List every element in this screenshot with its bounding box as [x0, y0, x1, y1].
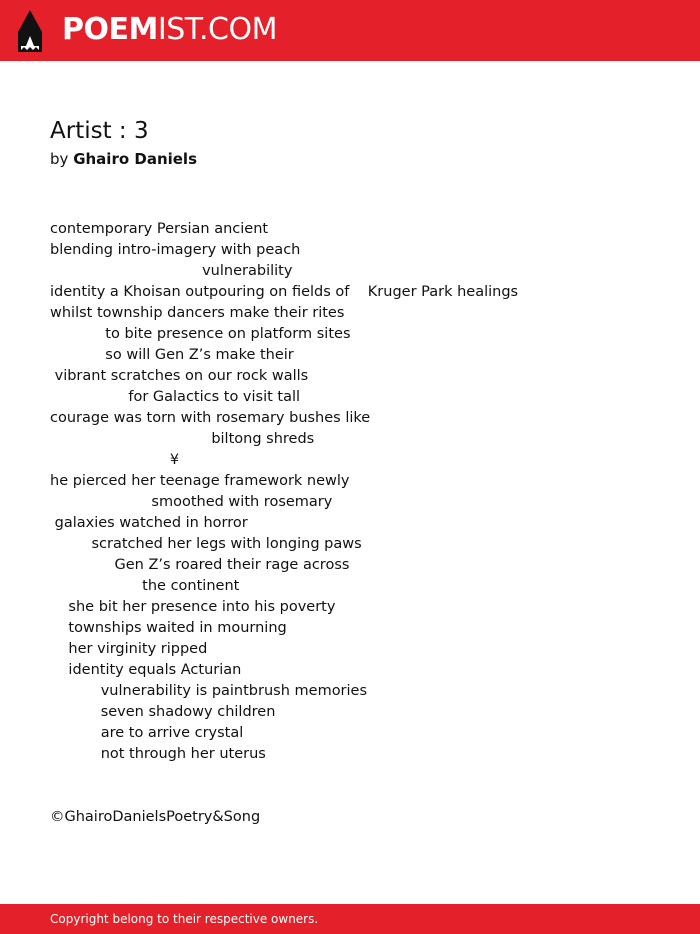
- poem-line: identity a Khoisan outpouring on fields of Kruger Park healings: [50, 284, 519, 300]
- poem-line: whilst township dancers make their rites: [50, 305, 345, 321]
- logo-bold-text: POEM: [62, 12, 158, 47]
- poem-signature: ©GhairoDanielsPoetry&Song: [50, 809, 261, 825]
- by-label: by: [50, 150, 69, 168]
- poem-body: [50, 219, 650, 765]
- logo-rest-text: IST.COM: [157, 12, 277, 47]
- poem-line: not through her uterus: [50, 746, 266, 762]
- header-bar: [0, 0, 700, 61]
- poem-line: the continent: [50, 578, 240, 594]
- poem-line: to bite presence on platform sites: [50, 326, 351, 342]
- poem-line: galaxies watched in horror: [50, 515, 248, 531]
- footer-bar: [0, 904, 700, 934]
- poem-line: so will Gen Z’s make their: [50, 347, 294, 363]
- author-name: Ghairo Daniels: [73, 150, 198, 168]
- poem-line: contemporary Persian ancient: [50, 221, 269, 237]
- poem-line: townships waited in mourning: [50, 620, 287, 636]
- poem-line: for Galactics to visit tall: [50, 389, 301, 405]
- poem-line: are to arrive crystal: [50, 725, 244, 741]
- byline: [50, 149, 197, 169]
- poem-line: vulnerability: [50, 263, 293, 279]
- poem-line: vibrant scratches on our rock walls: [50, 368, 309, 384]
- poem-line: biltong shreds: [50, 431, 315, 447]
- poem-line: courage was torn with rosemary bushes like: [50, 410, 371, 426]
- poem-line: smoothed with rosemary: [50, 494, 333, 510]
- poem-line: vulnerability is paintbrush memories: [50, 683, 368, 699]
- footer-copyright: Copyright belong to their respective owners.: [50, 912, 319, 926]
- poem-title: Artist : 3: [50, 118, 149, 144]
- poem-line: scratched her legs with longing paws: [50, 536, 362, 552]
- poem-line: her virginity ripped: [50, 641, 208, 657]
- poem-line: ¥: [50, 452, 180, 468]
- site-logo[interactable]: [62, 12, 277, 48]
- poem-line: he pierced her teenage framework newly: [50, 473, 350, 489]
- poem-line: she bit her presence into his poverty: [50, 599, 336, 615]
- poem-line: identity equals Acturian: [50, 662, 242, 678]
- poem-line: Gen Z’s roared their rage across: [50, 557, 350, 573]
- poem-line: seven shadowy children: [50, 704, 276, 720]
- pencil-icon[interactable]: [18, 10, 42, 52]
- poem-line: blending intro-imagery with peach: [50, 242, 301, 258]
